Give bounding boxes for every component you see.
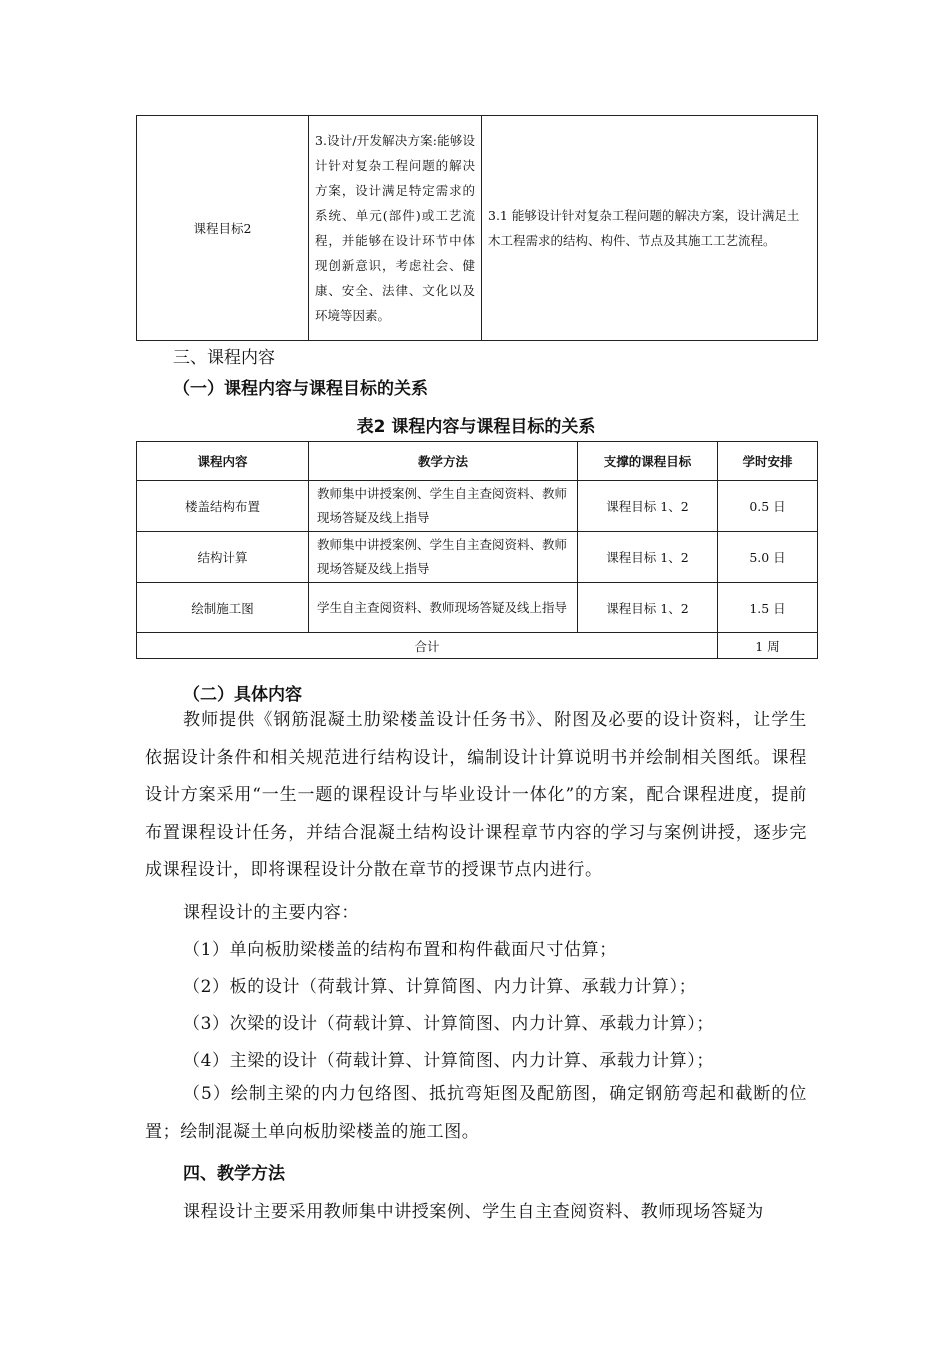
content-item-4: （4）主梁的设计（荷载计算、计算简图、内力计算、承载力计算）； — [183, 1051, 714, 1071]
row-target: 课程目标 1、2 — [578, 532, 718, 583]
row-hours: 0.5 日 — [718, 481, 818, 532]
row-method: 教师集中讲授案例、学生自主查阅资料、教师现场答疑及线上指导 — [309, 481, 578, 532]
content-paragraph: 教师提供《钢筋混凝土肋梁楼盖设计任务书》、附图及必要的设计资料，让学生依据设计条件和相关规范进行结构设计，编制设计计算说明书并绘制相关图纸。课程设计方案采用“一生一题的课程设计与毕业设计一体化”的方案，配合课程进度，提前布置课程设计任务，并结合混凝土结构设计课程章节内容的学习与案例讲授，逐步完成课程设计，即将课程设计分散在章节的授课节点内进行。 — [145, 710, 807, 880]
row-target: 课程目标 1、2 — [578, 583, 718, 633]
subsection-2-title: （二）具体内容 — [183, 685, 302, 705]
subsection-1-title: （一）课程内容与课程目标的关系 — [173, 379, 428, 399]
row-method: 学生自主查阅资料、教师现场答疑及线上指导 — [309, 583, 578, 633]
row-hours: 5.0 日 — [718, 532, 818, 583]
header-target: 支撑的课程目标 — [578, 442, 718, 481]
header-method: 教学方法 — [309, 442, 578, 481]
row-content: 绘制施工图 — [137, 583, 309, 633]
header-hours: 学时安排 — [718, 442, 818, 481]
main-content-intro: 课程设计的主要内容： — [183, 903, 359, 923]
total-value: 1 周 — [718, 633, 818, 659]
teaching-method-paragraph: 课程设计主要采用教师集中讲授案例、学生自主查阅资料、教师现场答疑为 — [183, 1202, 764, 1222]
section-3-title: 三、课程内容 — [173, 348, 275, 368]
table-row — [137, 116, 818, 341]
section-4-title: 四、教学方法 — [183, 1164, 285, 1184]
table-row — [137, 481, 818, 532]
content-item-2: （2）板的设计（荷载计算、计算简图、内力计算、承载力计算）； — [183, 977, 697, 997]
objective-label: 课程目标2 — [137, 116, 309, 341]
objective-table — [136, 115, 818, 341]
row-target: 课程目标 1、2 — [578, 481, 718, 532]
content-item-5: （5）绘制主梁的内力包络图、抵抗弯矩图及配筋图，确定钢筋弯起和截断的位置；绘制混凝土单向板肋梁楼盖的施工图。 — [145, 1084, 807, 1142]
table-row — [137, 583, 818, 633]
content-table — [136, 441, 818, 659]
content-item-1: （1）单向板肋梁楼盖的结构布置和构件截面尺寸估算； — [183, 940, 617, 960]
row-hours: 1.5 日 — [718, 583, 818, 633]
table-total-row — [137, 633, 818, 659]
row-content: 楼盖结构布置 — [137, 481, 309, 532]
row-content: 结构计算 — [137, 532, 309, 583]
row-method: 教师集中讲授案例、学生自主查阅资料、教师现场答疑及线上指导 — [309, 532, 578, 583]
graduation-requirement: 3.设计/开发解决方案:能够设计针对复杂工程问题的解决方案，设计满足特定需求的系统、单元(部件)或工艺流程，并能够在设计环节中体现创新意识，考虑社会、健康、安全、法律、文化以及环境等因素。 — [309, 116, 482, 341]
indicator-point: 3.1 能够设计针对复杂工程问题的解决方案，设计满足土木工程需求的结构、构件、节点及其施工工艺流程。 — [482, 116, 818, 341]
header-content: 课程内容 — [137, 442, 309, 481]
table-row — [137, 532, 818, 583]
total-label: 合计 — [137, 633, 718, 659]
content-item-3: （3）次梁的设计（荷载计算、计算简图、内力计算、承载力计算）； — [183, 1014, 714, 1034]
table-caption: 表2 课程内容与课程目标的关系 — [356, 417, 596, 437]
table-header-row — [137, 442, 818, 481]
